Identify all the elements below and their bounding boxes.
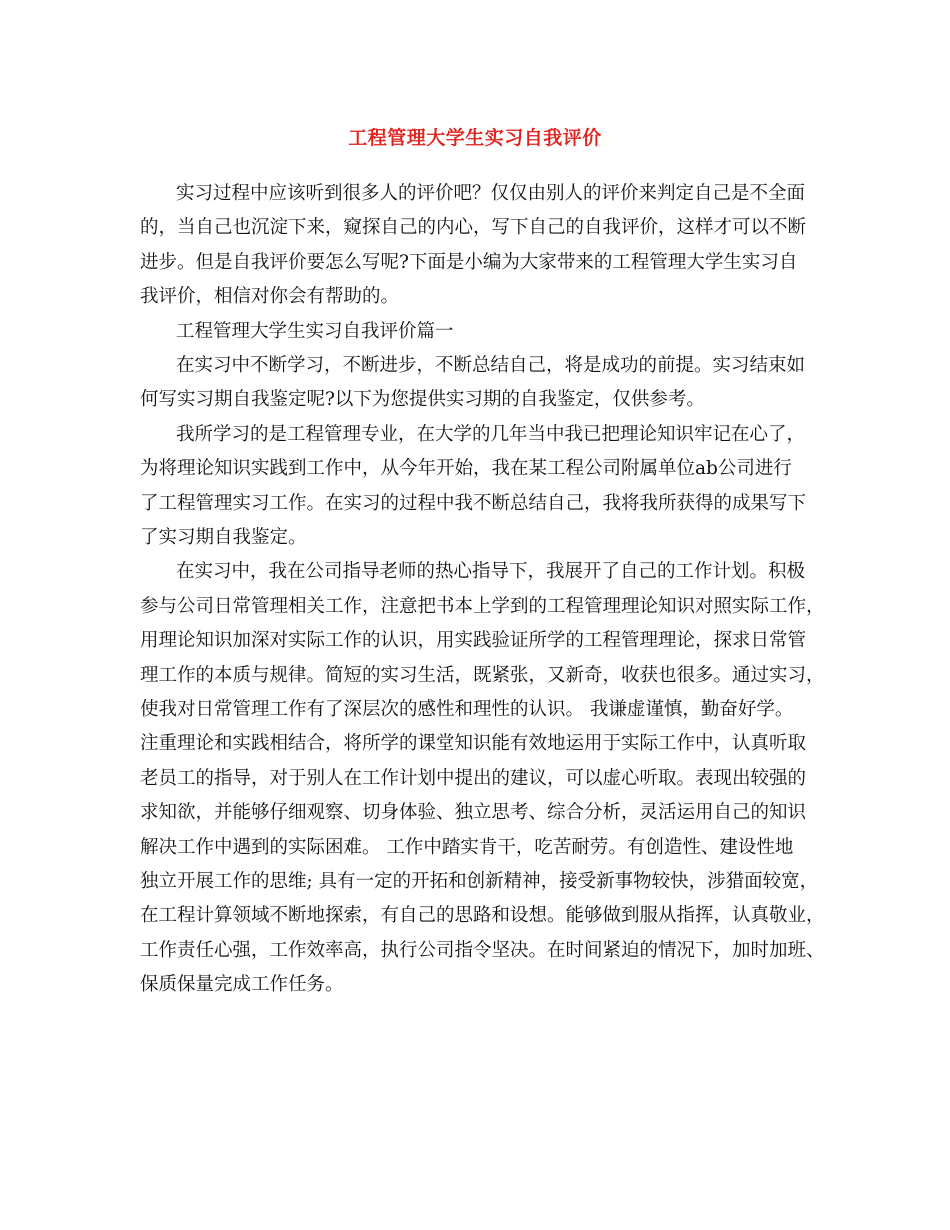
body-text-line: 了工程管理实习工作。在实习的过程中我不断总结自己，我将我所获得的成果写下 (140, 492, 807, 514)
body-text-line: 解决工作中遇到的实际困难。 工作中踏实肯干，吃苦耐劳。有创造性、建设性地 (140, 836, 794, 858)
body-text-line: 参与公司日常管理相关工作，注意把书本上学到的工程管理理论知识对照实际工作， (140, 595, 825, 617)
body-text-line: 独立开展工作的思维; 具有一定的开拓和创新精神，接受新事物较快，涉猎面较宽， (140, 871, 819, 892)
body-text-line: 在实习中，我在公司指导老师的热心指导下，我展开了自己的工作计划。积极 (176, 561, 806, 583)
body-text-line: 的，当自己也沉淀下来，窥探自己的内心，写下自己的自我评价，这样才可以不断 (140, 217, 807, 239)
document-title: 工程管理大学生实习自我评价 (348, 127, 602, 149)
body-text-line: 保质保量完成工作任务。 (140, 974, 344, 996)
body-text-line: 注重理论和实践相结合，将所学的课堂知识能有效地运用于实际工作中，认真听取 (140, 733, 807, 755)
body-text-line: 进步。但是自我评价要怎么写呢?下面是小编为大家带来的工程管理大学生实习自 (140, 251, 798, 273)
body-text-line: 在工程计算领域不断地探索，有自己的思路和设想。能够做到服从指挥，认真敬业， (140, 905, 825, 927)
body-text-line: 理工作的本质与规律。简短的实习生活，既紧张，又新奇，收获也很多。通过实习， (140, 664, 825, 686)
body-text-line: 为将理论知识实践到工作中，从今年开始，我在某工程公司附属单位ab公司进行 (140, 458, 792, 480)
body-text-line: 我评价，相信对你会有帮助的。 (140, 286, 400, 308)
body-text-line: 使我对日常管理工作有了深层次的感性和理性的认识。 我谦虚谨慎，勤奋好学。 (140, 699, 794, 720)
body-text-line: 我所学习的是工程管理专业，在大学的几年当中我已把理论知识牢记在心了， (176, 423, 806, 445)
body-text-line: 实习过程中应该听到很多人的评价吧？仅仅由别人的评价来判定自己是不全面 (176, 183, 806, 204)
body-text-line: 何写实习期自我鉴定呢?以下为您提供实习期的自我鉴定，仅供参考。 (140, 389, 705, 411)
body-text-line: 在实习中不断学习，不断进步，不断总结自己，将是成功的前提。实习结束如 (176, 355, 806, 376)
body-text-line: 工程管理大学生实习自我评价篇一 (176, 320, 454, 342)
body-text-line: 老员工的指导，对于别人在工作计划中提出的建议，可以虚心听取。表现出较强的 (140, 767, 807, 789)
body-text-line: 用理论知识加深对实际工作的认识，用实践验证所学的工程管理理论，探求日常管 (140, 630, 807, 652)
body-text-line: 求知欲，并能够仔细观察、切身体验、独立思考、综合分析，灵活运用自己的知识 (140, 802, 807, 824)
body-text-line: 了实习期自我鉴定。 (140, 527, 307, 548)
body-text-line: 工作责任心强，工作效率高，执行公司指令坚决。在时间紧迫的情况下，加时加班、 (140, 939, 825, 961)
